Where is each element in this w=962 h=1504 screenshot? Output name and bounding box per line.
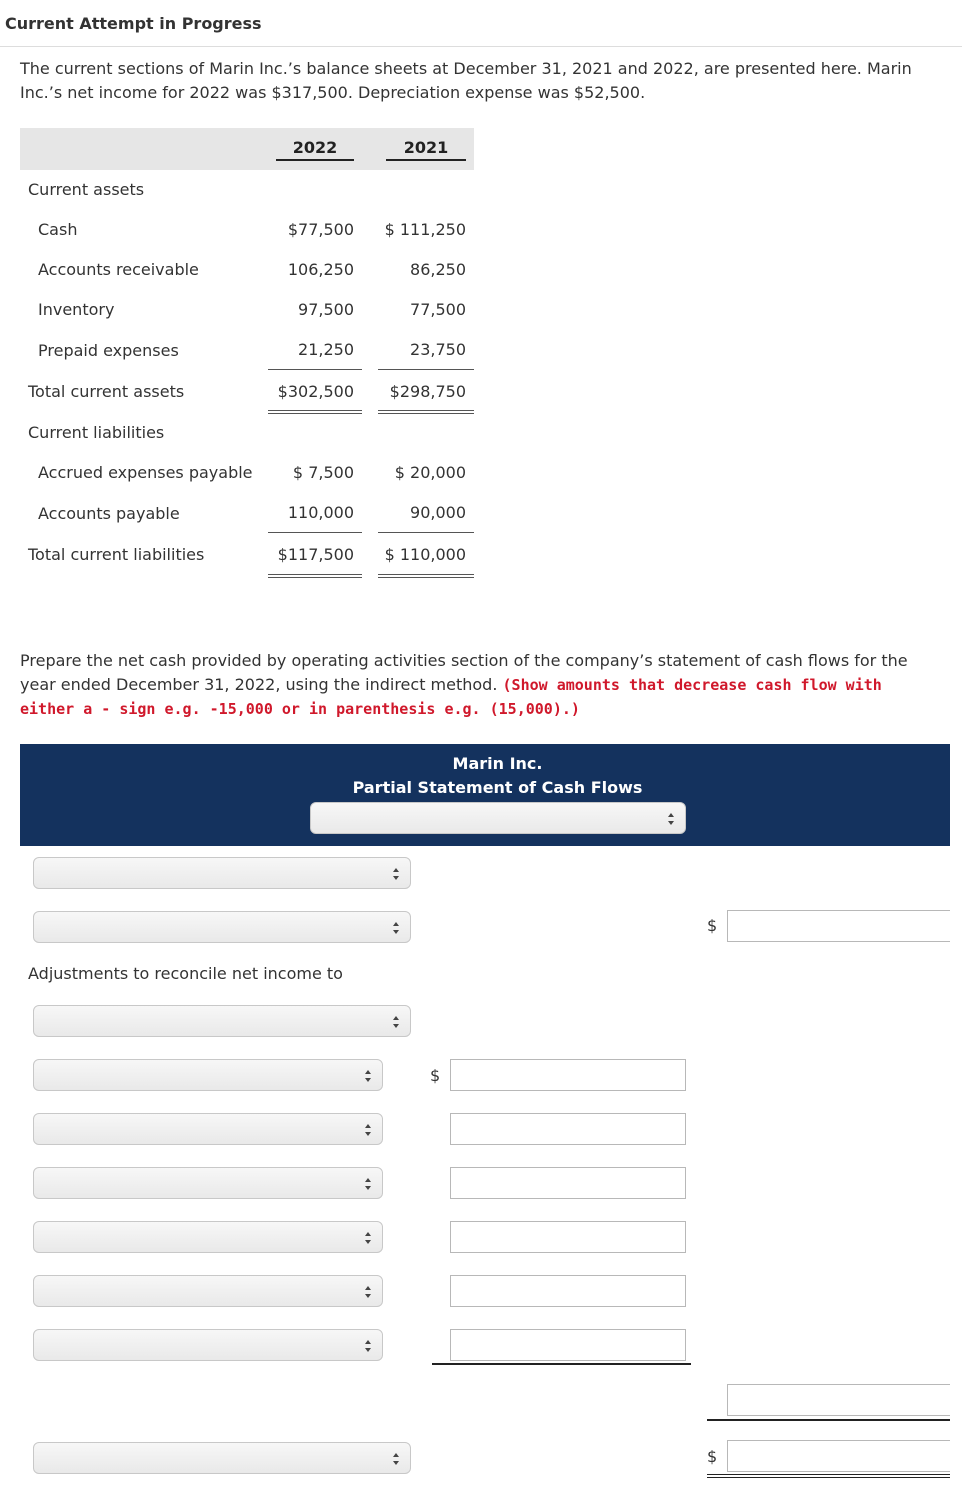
cash-2021: $ 111,250 (384, 220, 466, 239)
adjustment-amount-input-1[interactable] (450, 1059, 686, 1091)
year-2021-underline (386, 159, 466, 161)
attempt-status-title: Current Attempt in Progress (5, 14, 262, 33)
prepaid-expenses-2021: 23,750 (410, 340, 466, 359)
adjustment-amount-input-6[interactable] (450, 1329, 686, 1361)
net-cash-double-rule-b (707, 1477, 950, 1478)
total-current-liabilities-2021: $ 110,000 (384, 545, 466, 564)
prepaid-expenses-2022: 21,250 (298, 340, 354, 359)
dollar-sign: $ (707, 1447, 718, 1466)
adjustment-amount-input-5[interactable] (450, 1275, 686, 1307)
adjustment-amount-input-4[interactable] (450, 1221, 686, 1253)
liab-subtotal-rule-2021 (378, 532, 474, 533)
net-cash-double-rule-a (707, 1474, 950, 1475)
accrued-expenses-payable-2021: $ 20,000 (394, 463, 466, 482)
total-rule-b-2021 (378, 413, 474, 414)
adjustment-select-5[interactable] (33, 1275, 383, 1307)
select-arrows-icon (364, 1068, 372, 1084)
total-current-assets-2022: $302,500 (277, 382, 354, 401)
liab-total-rule-b-2022 (268, 577, 362, 578)
cash-2022: $77,500 (287, 220, 354, 239)
accrued-expenses-payable-2022: $ 7,500 (292, 463, 354, 482)
select-arrows-icon (364, 1122, 372, 1138)
accounts-payable-label: Accounts payable (38, 504, 180, 523)
instructions-emphasis: (Show amounts that decrease cash flow with either a - sign e.g. -15,000 or in parenthesis e.g. (15,000).) (20, 676, 882, 718)
instructions-text (20, 649, 940, 721)
header-divider (0, 46, 962, 47)
liab-subtotal-rule-2022 (268, 532, 362, 533)
year-2021-header: 2021 (403, 138, 449, 157)
total-rule-b-2022 (268, 413, 362, 414)
subtotal-rule-2021 (378, 369, 474, 370)
adjustments-subtotal-rule (432, 1363, 691, 1365)
total-current-assets-2021: $298,750 (389, 382, 466, 401)
adjustment-select-1[interactable] (33, 1059, 383, 1091)
dollar-sign: $ (430, 1066, 441, 1085)
accounts-receivable-2021: 86,250 (410, 260, 466, 279)
inventory-2021: 77,500 (410, 300, 466, 319)
adjustment-select-3[interactable] (33, 1167, 383, 1199)
select-arrows-icon (364, 1230, 372, 1246)
select-arrows-icon (364, 1338, 372, 1354)
select-arrows-icon (392, 1451, 400, 1467)
section-heading-select[interactable] (33, 857, 411, 889)
inventory-2022: 97,500 (298, 300, 354, 319)
inventory-label: Inventory (38, 300, 115, 319)
accounts-payable-2021: 90,000 (410, 503, 466, 522)
accounts-receivable-label: Accounts receivable (38, 260, 199, 279)
total-current-liabilities-label: Total current liabilities (28, 545, 205, 564)
year-2022-header: 2022 (292, 138, 338, 157)
dollar-sign: $ (707, 916, 718, 935)
select-arrows-icon (364, 1176, 372, 1192)
adjustments-label: Adjustments to reconcile net income to (28, 964, 343, 983)
select-arrows-icon (364, 1284, 372, 1300)
total-adjustments-input[interactable] (727, 1384, 950, 1416)
liab-total-rule-b-2021 (378, 577, 474, 578)
select-arrows-icon (392, 920, 400, 936)
total-adjustments-rule (707, 1419, 950, 1421)
period-select[interactable] (310, 802, 686, 834)
statement-title: Partial Statement of Cash Flows (352, 778, 643, 797)
total-current-liabilities-2022: $117,500 (277, 545, 354, 564)
year-2022-underline (276, 159, 354, 161)
net-cash-amount-input[interactable] (727, 1440, 950, 1472)
prepaid-expenses-label: Prepaid expenses (38, 341, 179, 360)
net-income-select[interactable] (33, 911, 411, 943)
net-cash-select[interactable] (33, 1442, 411, 1474)
total-rule-a-2021 (378, 410, 474, 411)
select-arrows-icon (392, 1014, 400, 1030)
liab-total-rule-a-2021 (378, 574, 474, 575)
current-assets-label: Current assets (28, 180, 145, 199)
net-income-amount-input[interactable] (727, 910, 950, 942)
adjustment-select-2[interactable] (33, 1113, 383, 1145)
adjustment-select-4[interactable] (33, 1221, 383, 1253)
company-name: Marin Inc. (452, 754, 543, 773)
adjustment-amount-input-3[interactable] (450, 1167, 686, 1199)
current-liabilities-label: Current liabilities (28, 423, 165, 442)
problem-intro-text: The current sections of Marin Inc.’s balance sheets at December 31, 2021 and 2022, are presented here. Marin Inc.’s net income for 2022 was $317,500. Depreciation expense was $52,500. (20, 59, 912, 102)
adjustments-heading-select[interactable] (33, 1005, 411, 1037)
cash-label: Cash (38, 220, 78, 239)
adjustment-select-6[interactable] (33, 1329, 383, 1361)
total-current-assets-label: Total current assets (28, 382, 185, 401)
accounts-payable-2022: 110,000 (287, 503, 354, 522)
select-arrows-icon (667, 811, 675, 827)
instructions-body: Prepare the net cash provided by operating activities section of the company’s statement of cash flows for the year ended December 31, 2022, using the indirect method. (20, 651, 908, 694)
select-arrows-icon (392, 866, 400, 882)
accounts-receivable-2022: 106,250 (287, 260, 354, 279)
liab-total-rule-a-2022 (268, 574, 362, 575)
adjustment-amount-input-2[interactable] (450, 1113, 686, 1145)
accrued-expenses-payable-label: Accrued expenses payable (38, 463, 253, 482)
subtotal-rule-2022 (268, 369, 362, 370)
total-rule-a-2022 (268, 410, 362, 411)
